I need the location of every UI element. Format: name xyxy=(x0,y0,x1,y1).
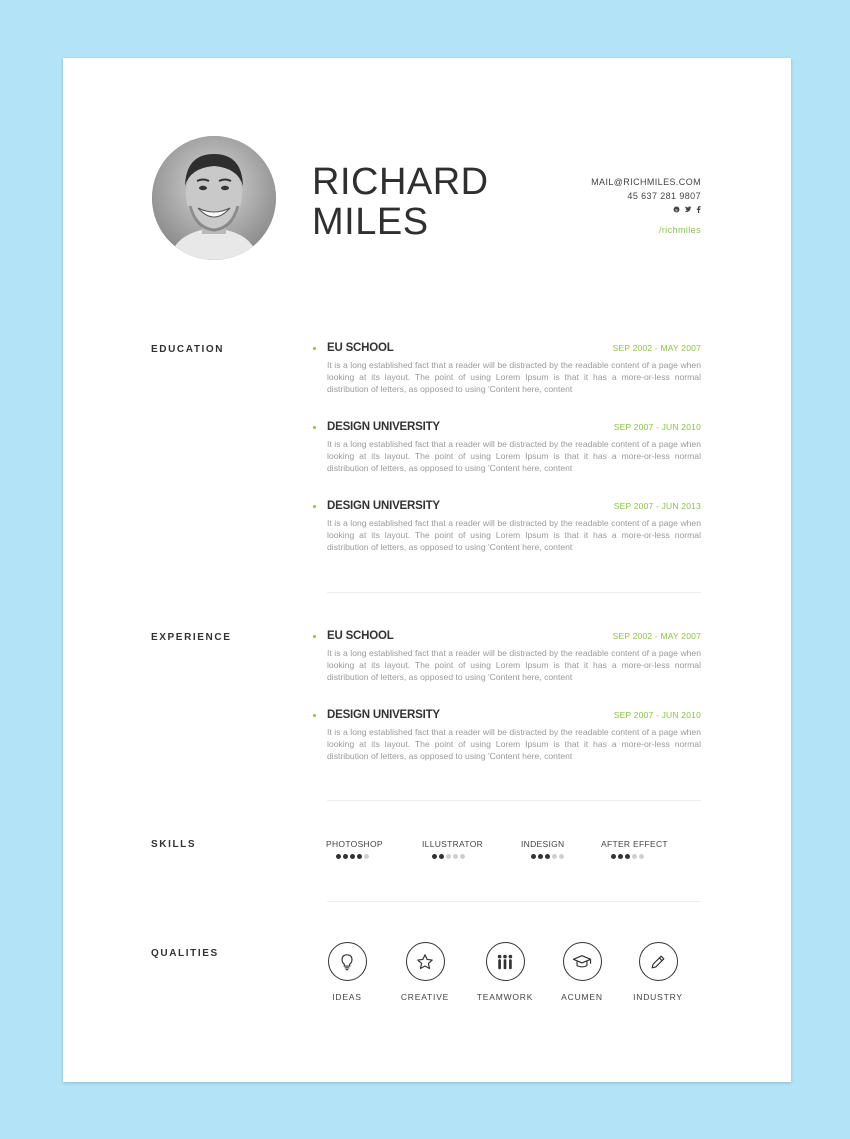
skill-name: AFTER EFFECT xyxy=(601,839,668,849)
rating-dot-empty xyxy=(364,854,369,859)
entry-title: DESIGN UNIVERSITY xyxy=(327,500,440,512)
bullet xyxy=(313,347,316,350)
bullet xyxy=(313,714,316,717)
rating-dot-empty xyxy=(552,854,557,859)
skill-rating xyxy=(432,854,483,859)
quality-label: IDEAS xyxy=(332,992,362,1002)
entry-date: SEP 2007 - JUN 2010 xyxy=(613,710,701,720)
rating-dot-filled xyxy=(336,854,341,859)
skill-item xyxy=(521,839,565,859)
rating-dot-empty xyxy=(446,854,451,859)
quality-label: ACUMEN xyxy=(561,992,603,1002)
svg-text:s: s xyxy=(675,207,678,213)
resume-sheet xyxy=(63,58,791,1082)
rating-dot-filled xyxy=(625,854,630,859)
rating-dot-filled xyxy=(531,854,536,859)
entry-title: EU SCHOOL xyxy=(327,630,394,642)
entry-title: EU SCHOOL xyxy=(327,342,394,354)
quality-industry xyxy=(618,942,698,1002)
skill-item xyxy=(422,839,483,859)
skill-rating xyxy=(336,854,383,859)
entry-description: It is a long established fact that a reader will be distracted by the readable content of a page when looking at its layout. The point of using Lorem Ipsum is that it has a more-or-less normal distribution of letters, as opposed to using 'Content here, content xyxy=(327,648,701,682)
education-entry xyxy=(313,421,701,474)
skill-name: PHOTOSHOP xyxy=(326,839,383,849)
entry-description: It is a long established fact that a reader will be distracted by the readable content of a page when looking at its layout. The point of using Lorem Ipsum is that it has a more-or-less normal distribution of letters, as opposed to using 'Content here, content xyxy=(327,360,701,394)
skill-item xyxy=(326,839,383,859)
entry-date: SEP 2002 - MAY 2007 xyxy=(612,343,701,353)
quality-creative xyxy=(385,942,465,1002)
rating-dot-empty xyxy=(460,854,465,859)
rating-dot-filled xyxy=(538,854,543,859)
rating-dot-filled xyxy=(611,854,616,859)
section-divider xyxy=(327,800,701,801)
social-handle[interactable]: /richmiles xyxy=(658,225,701,235)
entry-date: SEP 2007 - JUN 2013 xyxy=(613,501,701,511)
social-icons xyxy=(591,203,701,217)
entry-description: It is a long established fact that a reader will be distracted by the readable content of a page when looking at its layout. The point of using Lorem Ipsum is that it has a more-or-less normal distribution of letters, as opposed to using 'Content here, content xyxy=(327,518,701,552)
experience-entry xyxy=(313,709,701,762)
entry-title: DESIGN UNIVERSITY xyxy=(327,709,440,721)
bullet xyxy=(313,426,316,429)
rating-dot-filled xyxy=(357,854,362,859)
quality-teamwork xyxy=(465,942,545,1002)
lightbulb-icon xyxy=(328,942,367,981)
skill-name: INDESIGN xyxy=(521,839,565,849)
skill-rating xyxy=(611,854,668,859)
star-icon xyxy=(406,942,445,981)
rating-dot-empty xyxy=(632,854,637,859)
bullet xyxy=(313,635,316,638)
phone-text: 45 637 281 9807 xyxy=(627,191,701,201)
skills-heading: SKILLS xyxy=(151,839,197,850)
rating-dot-filled xyxy=(350,854,355,859)
quality-label: TEAMWORK xyxy=(476,992,534,1002)
rating-dot-filled xyxy=(432,854,437,859)
facebook-icon[interactable] xyxy=(696,206,701,215)
quality-label: INDUSTRY xyxy=(633,992,683,1002)
education-entry xyxy=(313,342,701,395)
entry-description: It is a long established fact that a reader will be distracted by the readable content of a page when looking at its layout. The point of using Lorem Ipsum is that it has a more-or-less normal distribution of letters, as opposed to using 'Content here, content xyxy=(327,439,701,473)
entry-date: SEP 2007 - JUN 2010 xyxy=(613,422,701,432)
twitter-icon[interactable] xyxy=(684,206,692,215)
quality-acumen xyxy=(542,942,622,1002)
skill-item xyxy=(601,839,668,859)
entry-date: SEP 2002 - MAY 2007 xyxy=(612,631,701,641)
section-divider xyxy=(327,592,701,593)
section-divider xyxy=(327,901,701,902)
contact-block xyxy=(591,175,701,237)
email-text[interactable]: MAIL@RICHMILES.COM xyxy=(591,177,701,187)
skill-name: ILLUSTRATOR xyxy=(422,839,484,849)
education-heading: EDUCATION xyxy=(151,344,225,355)
profile-photo xyxy=(152,136,276,260)
rating-dot-filled xyxy=(439,854,444,859)
name-first: RICHARD xyxy=(312,161,489,203)
experience-heading: EXPERIENCE xyxy=(151,632,232,643)
rating-dot-filled xyxy=(343,854,348,859)
skype-icon[interactable] xyxy=(673,206,680,215)
rating-dot-empty xyxy=(639,854,644,859)
candidate-name xyxy=(312,162,489,242)
quality-ideas xyxy=(307,942,387,1002)
skill-rating xyxy=(531,854,565,859)
rating-dot-empty xyxy=(559,854,564,859)
rating-dot-filled xyxy=(618,854,623,859)
entry-description: It is a long established fact that a reader will be distracted by the readable content of a page when looking at its layout. The point of using Lorem Ipsum is that it has a more-or-less normal distribution of letters, as opposed to using 'Content here, content xyxy=(327,727,701,761)
pencil-icon xyxy=(639,942,678,981)
team-icon xyxy=(486,942,525,981)
bullet xyxy=(313,505,316,508)
qualities-heading: QUALITIES xyxy=(151,948,219,959)
rating-dot-filled xyxy=(545,854,550,859)
quality-label: CREATIVE xyxy=(400,992,450,1002)
education-entry xyxy=(313,500,701,553)
rating-dot-empty xyxy=(453,854,458,859)
graduation-cap-icon xyxy=(563,942,602,981)
name-last: MILES xyxy=(312,201,429,243)
entry-title: DESIGN UNIVERSITY xyxy=(327,421,440,433)
experience-entry xyxy=(313,630,701,683)
